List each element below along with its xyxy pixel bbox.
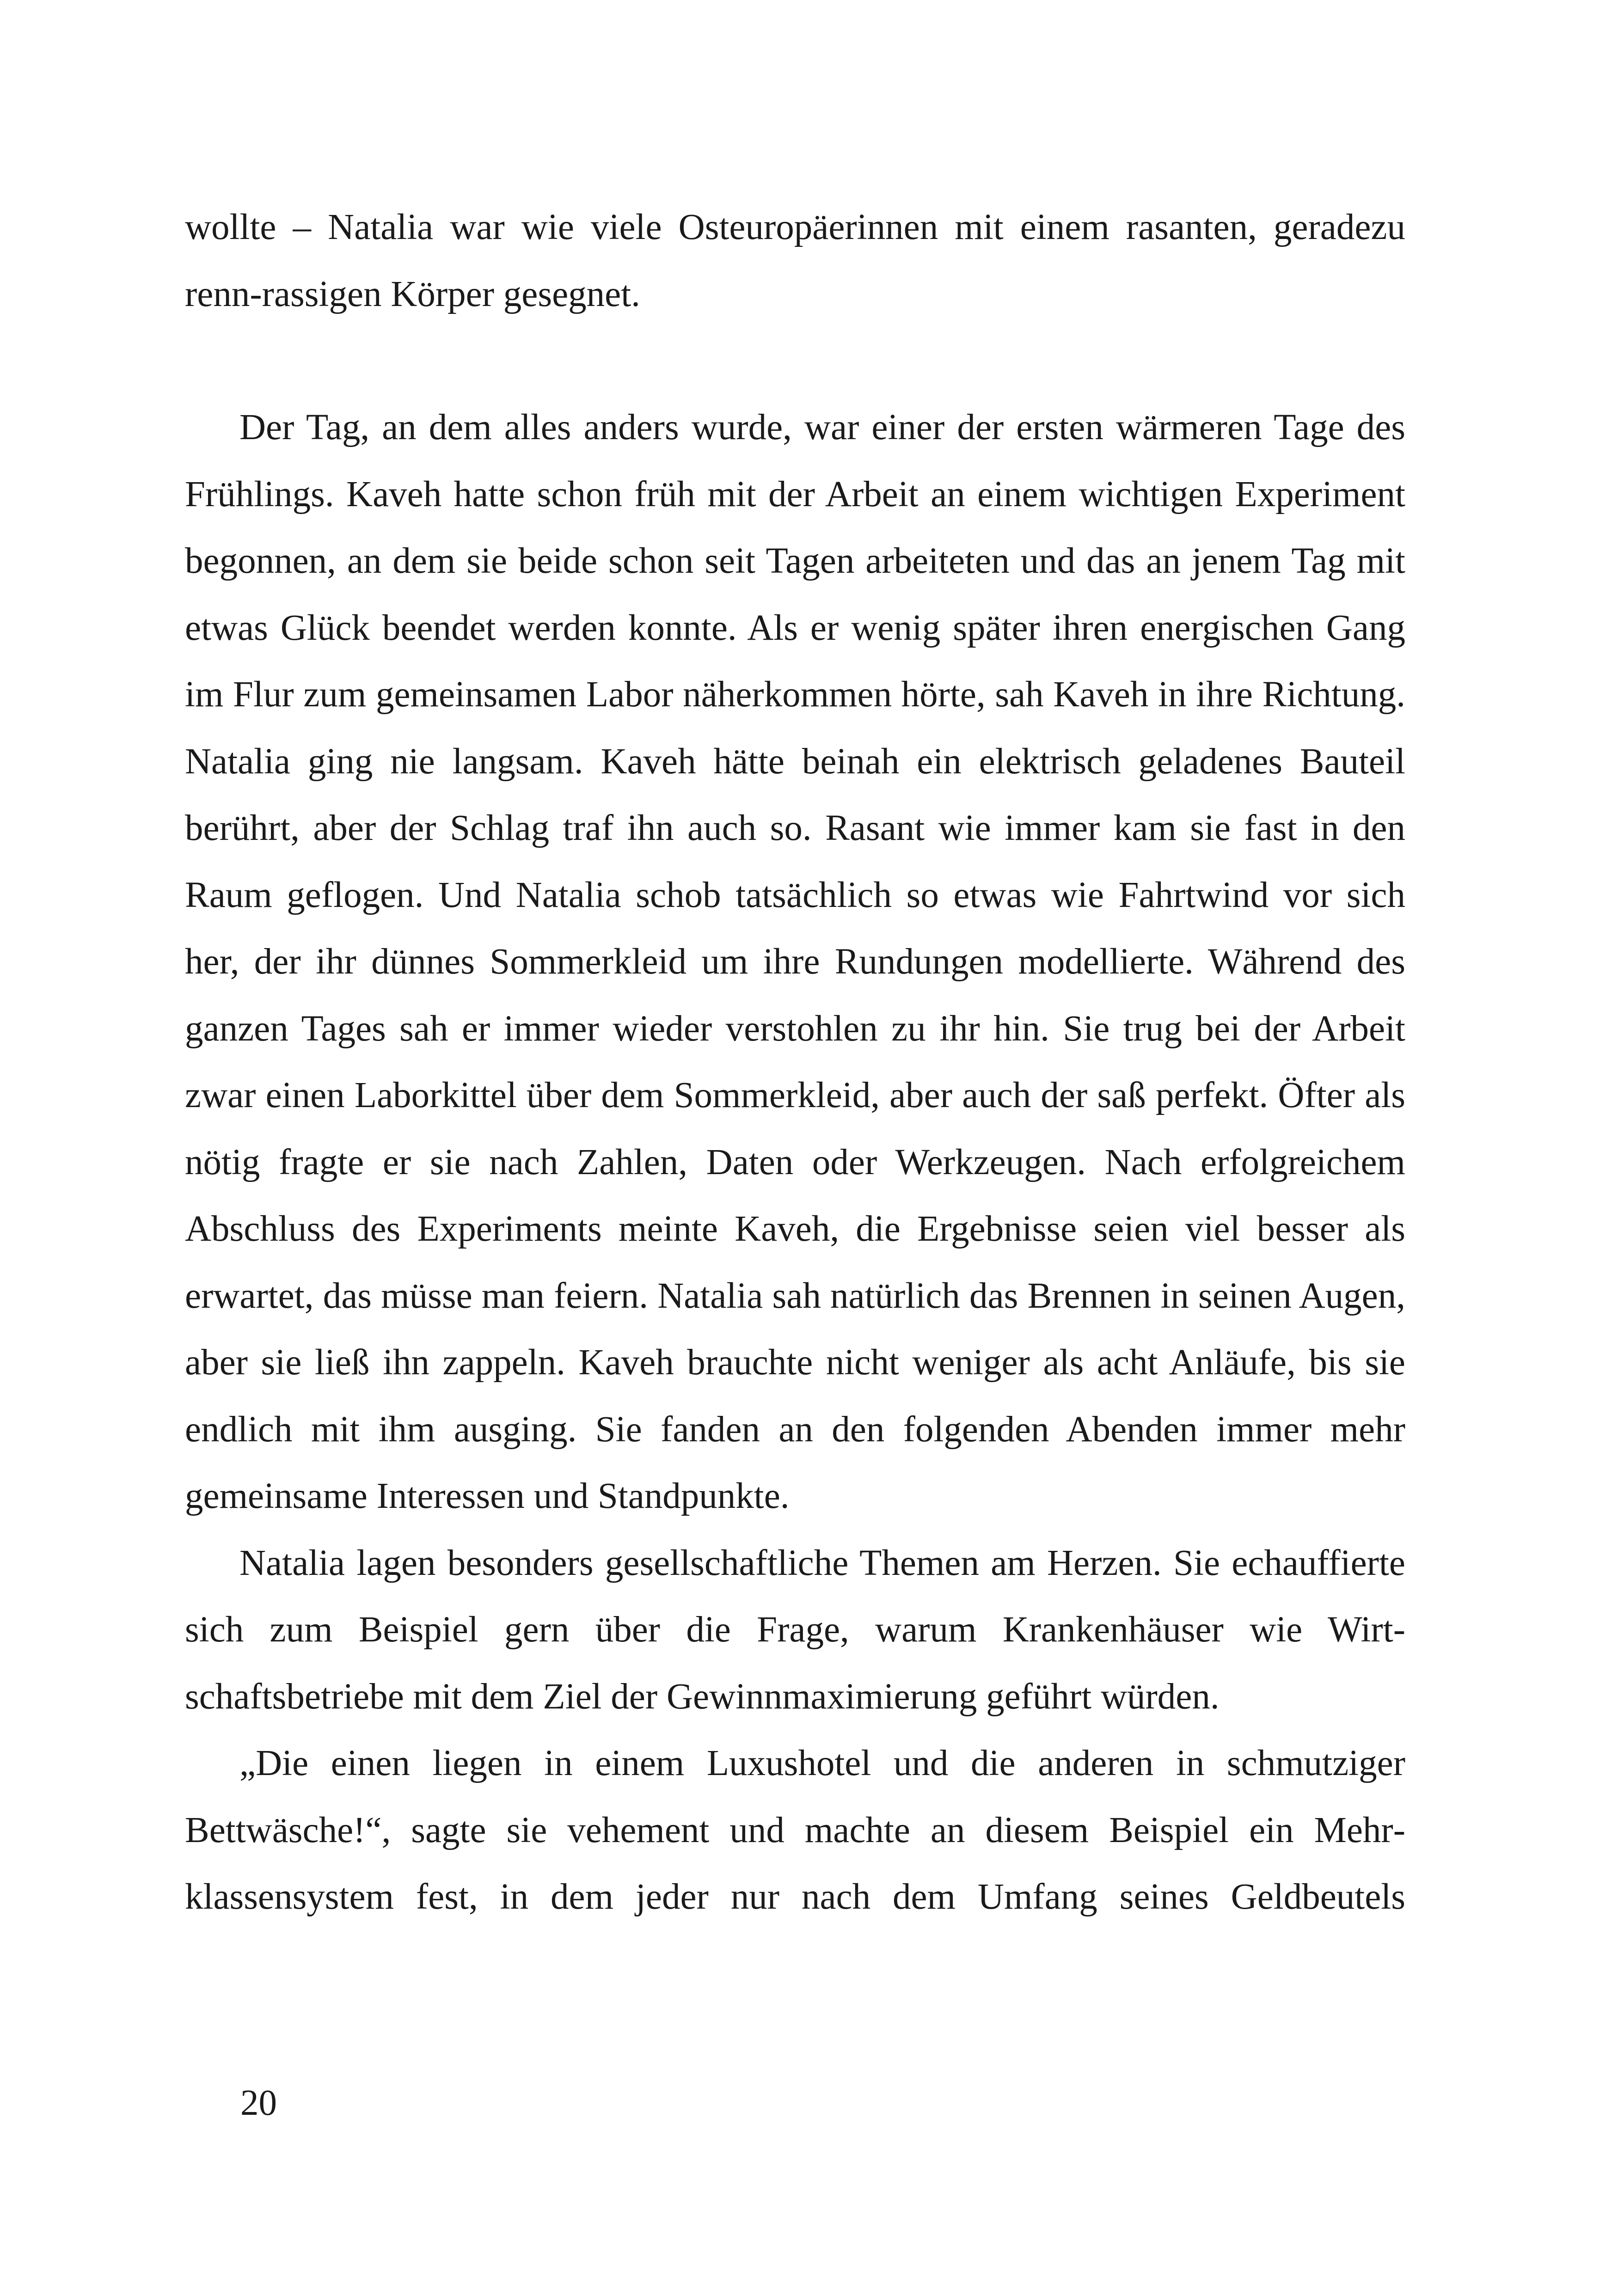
page-number: 20 — [240, 2083, 277, 2123]
paragraph-tag-fruehling: Der Tag, an dem alles anders wurde, war einer der ersten wärmeren Tage des Frühlings. Kaveh hatte schon früh mit der Arbeit an einem wichtigen Experiment begonnen, an dem sie beide schon seit Tagen arbeiteten und das an jenem Tag mit etwas Glück beendet werden konnte. Als er wenig später ihren energischen Gang im Flur zum gemeinsamen Labor näherkommen hörte, sah Kaveh in ihre Richtung. Natalia ging nie langsam. Kaveh hätte beinah ein elektrisch geladenes Bauteil berührt, aber der Schlag traf ihn auch so. Rasant wie immer kam sie fast in den Raum geflogen. Und Natalia schob tatsächlich so etwas wie Fahrtwind vor sich her, der ihr dünnes Sommerkleid um ihre Rundungen modellierte. Während des ganzen Tages sah er immer wieder verstohlen zu ihr hin. Sie trug bei der Arbeit zwar einen Laborkittel über dem Sommerkleid, aber auch der saß perfekt. Öfter als nötig fragte er sie nach Zahlen, Daten oder Werkzeugen. Nach erfolgreichem Abschluss des Experiments meinte Kaveh, die Ergebnisse seien viel besser als erwartet, das müsse man feiern. Natalia sah natürlich das Brennen in seinen Augen, aber sie ließ ihn zappeln. Kaveh brauchte nicht weniger als acht Anläufe, bis sie endlich mit ihm ausging. Sie fanden an den folgenden Abenden immer mehr gemeinsame Interessen und Standpunkte. — [185, 407, 1405, 1516]
paragraph-continuation: wollte – Natalia war wie viele Osteuropäerinnen mit einem rasanten, geradezu renn-rassigen Körper gesegnet. — [185, 207, 1405, 314]
body-text — [185, 194, 1405, 1931]
paragraph-luxushotel-quote: „Die einen liegen in einem Luxushotel und die anderen in schmutziger Bettwäsche!“, sagte sie vehement und machte an diesem Beispiel ein Mehrklassensystem fest, in dem jeder nur nach dem Umfang seines Geldbeutels — [185, 1743, 1405, 1917]
paragraph-gap — [185, 328, 1405, 394]
paragraph-gesellschaftliche-themen: Natalia lagen besonders gesellschaftliche Themen am Herzen. Sie echauffierte sich zum Beispiel gern über die Frage, warum Krankenhäuser wie Wirtschaftsbetriebe mit dem Ziel der Gewinnmaximierung geführt würden. — [185, 1543, 1405, 1717]
